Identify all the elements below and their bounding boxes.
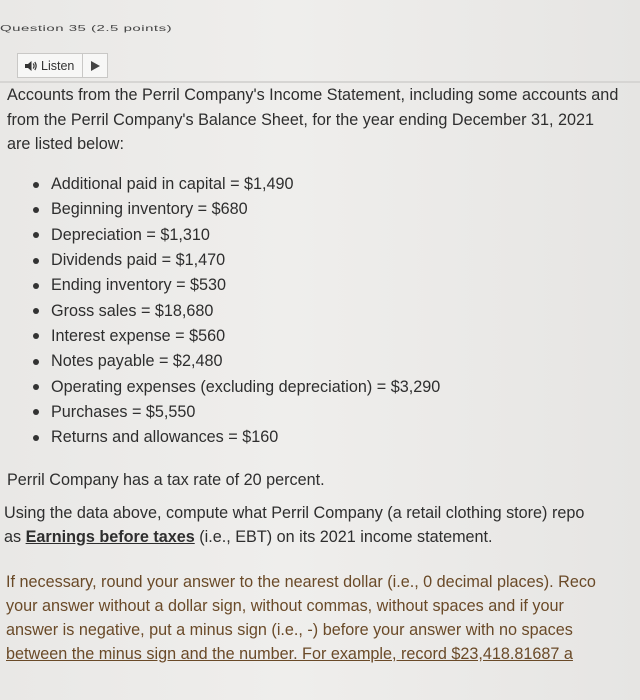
instruction-line: between the minus sign and the number. For example, record $23,418.81687 a <box>6 645 573 663</box>
bullet <box>33 308 39 314</box>
list-item <box>33 223 440 248</box>
item-text: Interest expense = $560 <box>51 326 226 345</box>
intro-text <box>7 83 618 157</box>
question-prompt <box>4 501 584 549</box>
prompt-line: Using the data above, compute what Perril Company (a retail clothing store) repo <box>4 504 585 522</box>
bullet <box>33 232 39 238</box>
bullet <box>33 182 39 188</box>
play-button[interactable] <box>83 54 107 77</box>
bullet <box>33 384 39 390</box>
listen-widget[interactable] <box>17 53 108 78</box>
bullet <box>33 409 39 415</box>
rounding-instructions <box>6 570 596 666</box>
bullet <box>33 333 39 339</box>
list-item <box>33 374 440 399</box>
list-item <box>33 324 440 349</box>
item-text: Dividends paid = $1,470 <box>51 251 226 270</box>
item-text: Returns and allowances = $160 <box>51 428 279 447</box>
list-item <box>33 248 440 273</box>
intro-line: Accounts from the Perril Company's Income Statement, including some accounts and <box>7 86 619 104</box>
prompt-line <box>4 525 584 549</box>
account-list <box>33 172 440 450</box>
item-text: Ending inventory = $530 <box>51 276 227 295</box>
item-text: Operating expenses (excluding depreciation) = $3,290 <box>51 377 441 396</box>
list-item <box>33 425 440 450</box>
list-item <box>33 273 440 298</box>
bullet <box>33 435 39 441</box>
instruction-line: your answer without a dollar sign, without commas, without spaces and if your <box>6 597 564 615</box>
list-item <box>33 172 440 197</box>
item-text: Beginning inventory = $680 <box>51 200 248 219</box>
item-text: Purchases = $5,550 <box>51 402 196 421</box>
listen-label: Listen <box>41 58 75 73</box>
bullet <box>33 207 39 213</box>
intro-line: are listed below: <box>7 135 124 153</box>
instruction-line: If necessary, round your answer to the nearest dollar (i.e., 0 decimal places). Reco <box>6 573 596 591</box>
item-text: Notes payable = $2,480 <box>51 352 223 371</box>
item-text: Depreciation = $1,310 <box>51 225 210 244</box>
tax-rate-note: Perril Company has a tax rate of 20 percent. <box>7 471 325 489</box>
instruction-line: answer is negative, put a minus sign (i.e., -) before your answer with no spaces <box>6 621 573 639</box>
bullet <box>33 359 39 365</box>
speaker-icon <box>24 60 38 72</box>
prompt-prefix: as <box>4 528 26 546</box>
list-item <box>33 349 440 374</box>
list-item <box>33 298 440 323</box>
bullet <box>33 258 39 264</box>
item-text: Additional paid in capital = $1,490 <box>51 175 294 194</box>
question-header: Question 35 (2.5 points) <box>0 24 173 34</box>
bullet <box>33 283 39 289</box>
prompt-suffix: (i.e., EBT) on its 2021 income statement. <box>194 528 493 546</box>
list-item <box>33 400 440 425</box>
play-icon <box>91 61 100 71</box>
intro-line: from the Perril Company's Balance Sheet, for the year ending December 31, 2021 <box>7 110 595 129</box>
listen-button[interactable] <box>18 54 83 77</box>
item-text: Gross sales = $18,680 <box>51 301 214 320</box>
list-item <box>33 197 440 222</box>
ebt-emphasis: Earnings before taxes <box>25 528 195 546</box>
